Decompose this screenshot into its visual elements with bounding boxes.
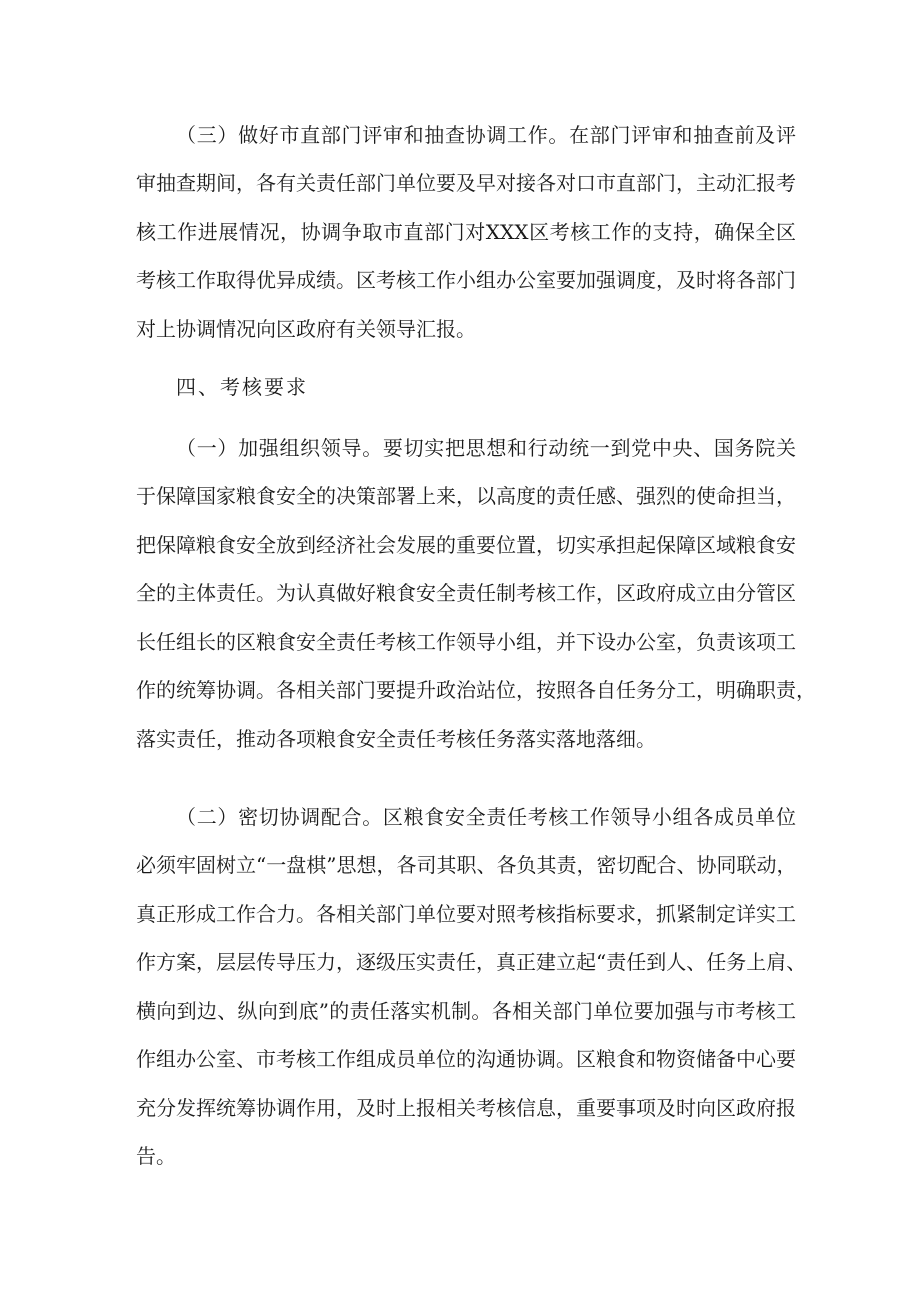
para2-line-1: （一）加强组织领导。要切实把思想和行动统一到党中央、国务院关 <box>176 436 796 460</box>
para2-line-5: 长任组长的区粮食安全责任考核工作领导小组，并下设办公室，负责该项工 <box>136 630 796 654</box>
para3-line-1: （二）密切协调配合。区粮食安全责任考核工作领导小组各成员单位 <box>176 805 796 829</box>
para3-line-6: 作组办公室、市考核工作组成员单位的沟通协调。区粮食和物资储备中心要 <box>136 1047 796 1071</box>
para1-line-1: （三）做好市直部门评审和抽查协调工作。在部门评审和抽查前及评 <box>176 123 796 147</box>
para2-line-7: 落实责任，推动各项粮食安全责任考核任务落实落地落细。 <box>136 727 656 751</box>
para3-line-8: 告。 <box>136 1144 176 1168</box>
para1-line-3: 核工作进展情况，协调争取市直部门对XXX区考核工作的支持，确保全区 <box>136 220 796 244</box>
para3-line-7: 充分发挥统筹协调作用，及时上报相关考核信息，重要事项及时向区政府报 <box>136 1096 796 1120</box>
para1-line-4: 考核工作取得优异成绩。区考核工作小组办公室要加强调度，及时将各部门 <box>136 268 796 292</box>
para1-line-2: 审抽查期间，各有关责任部门单位要及早对接各对口市直部门，主动汇报考 <box>136 171 796 195</box>
section-heading: 四、考核要求 <box>176 375 308 399</box>
para2-line-6: 作的统筹协调。各相关部门要提升政治站位，按照各自任务分工，明确职责， <box>136 678 816 702</box>
para2-line-2: 于保障国家粮食安全的决策部署上来，以高度的责任感、强烈的使命担当， <box>136 484 796 508</box>
para2-line-4: 全的主体责任。为认真做好粮食安全责任制考核工作，区政府成立由分管区 <box>136 581 796 605</box>
para2-line-3: 把保障粮食安全放到经济社会发展的重要位置，切实承担起保障区域粮食安 <box>136 533 796 557</box>
para3-line-3: 真正形成工作合力。各相关部门单位要对照考核指标要求，抓紧制定详实工 <box>136 902 796 926</box>
para3-line-5: 横向到边、纵向到底”的责任落实机制。各相关部门单位要加强与市考核工 <box>136 999 796 1023</box>
para3-line-4: 作方案，层层传导压力，逐级压实责任，真正建立起“责任到人、任务上肩、 <box>136 950 807 974</box>
para3-line-2: 必须牢固树立“一盘棋”思想，各司其职、各负其责，密切配合、协同联动， <box>136 853 797 877</box>
para1-line-5: 对上协调情况向区政府有关领导汇报。 <box>136 317 476 341</box>
